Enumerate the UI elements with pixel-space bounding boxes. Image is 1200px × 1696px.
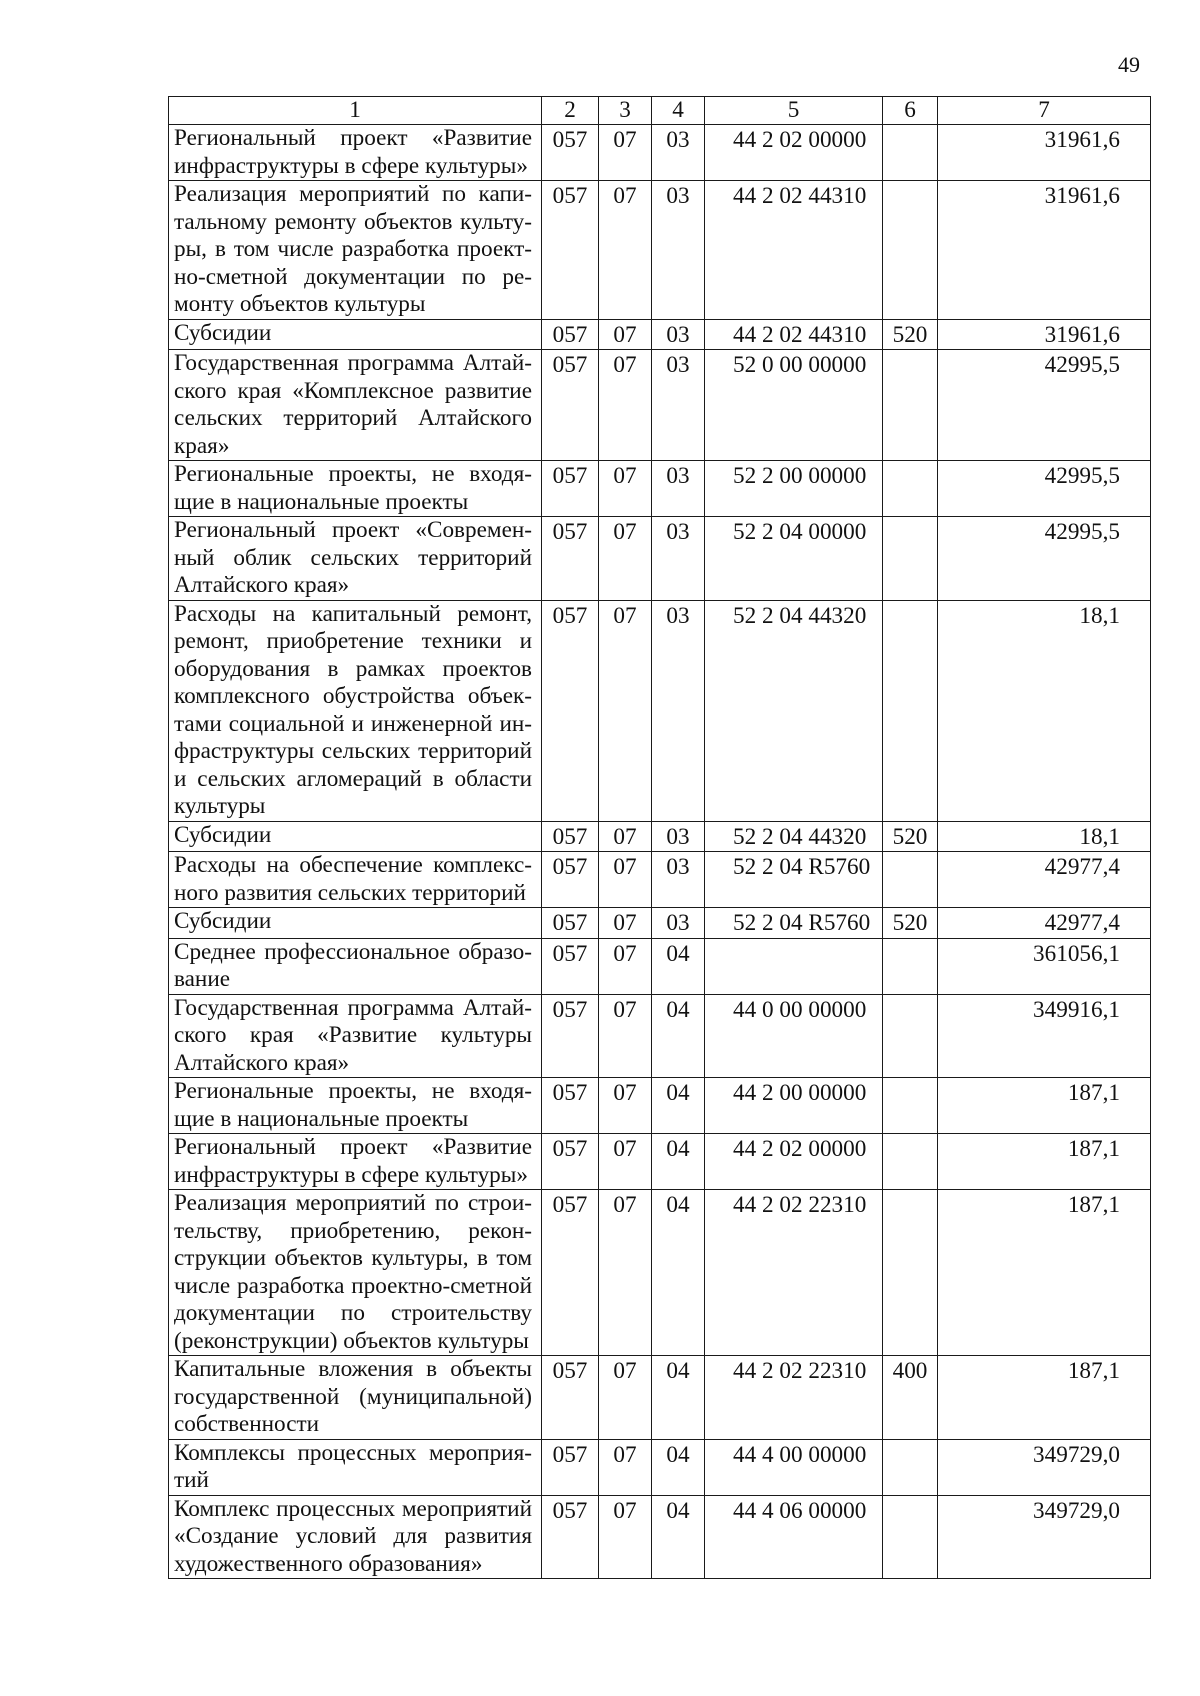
section-code: 07 (599, 908, 652, 939)
table-row (169, 821, 1151, 852)
ministry-code: 057 (542, 1439, 599, 1495)
amount: 349729,0 (938, 1495, 1151, 1579)
ministry-code: 057 (542, 125, 599, 181)
item-name: Среднее профессиональное образование (169, 938, 542, 994)
expense-type-code (883, 852, 938, 908)
expense-type-code (883, 1495, 938, 1579)
section-code: 07 (599, 350, 652, 461)
expense-type-code (883, 181, 938, 320)
expense-type-code (883, 1439, 938, 1495)
item-name: Расходы на обеспечение комплексного развития сельских территорий (169, 852, 542, 908)
subsection-code: 03 (652, 125, 705, 181)
section-code: 07 (599, 181, 652, 320)
target-item-code: 44 2 00 00000 (705, 1078, 883, 1134)
table-row (169, 1134, 1151, 1190)
ministry-code: 057 (542, 908, 599, 939)
subsection-code: 03 (652, 461, 705, 517)
item-name: Реализация мероприятий по капитальному ремонту объектов культуры, в том числе разработка проектно-сметной документации по ремонту объектов культуры (169, 181, 542, 320)
table-row (169, 1439, 1151, 1495)
column-header-2: 2 (542, 97, 599, 125)
item-name: Субсидии (169, 821, 542, 852)
table-row (169, 852, 1151, 908)
section-code: 07 (599, 1078, 652, 1134)
ministry-code: 057 (542, 181, 599, 320)
section-code: 07 (599, 1356, 652, 1440)
subsection-code: 03 (652, 600, 705, 821)
expense-type-code: 520 (883, 821, 938, 852)
amount: 18,1 (938, 821, 1151, 852)
item-name: Региональный проект «Развитие инфраструктуры в сфере культуры» (169, 1134, 542, 1190)
section-code: 07 (599, 938, 652, 994)
table-row (169, 125, 1151, 181)
item-name: Реализация мероприятий по строительству, приобретению, реконструкции объектов культуры, в том числе разработка проектно-сметной документации по строительству (реконструкции) объектов культуры (169, 1190, 542, 1356)
table-row (169, 517, 1151, 601)
subsection-code: 03 (652, 319, 705, 350)
target-item-code: 44 2 02 22310 (705, 1190, 883, 1356)
item-name: Капитальные вложения в объекты государственной (муниципальной) собственности (169, 1356, 542, 1440)
column-header-5: 5 (705, 97, 883, 125)
amount: 187,1 (938, 1134, 1151, 1190)
page-number: 49 (1118, 52, 1140, 77)
target-item-code: 52 2 04 R5760 (705, 908, 883, 939)
ministry-code: 057 (542, 852, 599, 908)
column-header-1: 1 (169, 97, 542, 125)
amount: 187,1 (938, 1356, 1151, 1440)
table-row (169, 1495, 1151, 1579)
column-header-6: 6 (883, 97, 938, 125)
target-item-code: 52 2 04 R5760 (705, 852, 883, 908)
header-row (169, 97, 1151, 125)
amount: 42995,5 (938, 461, 1151, 517)
amount: 361056,1 (938, 938, 1151, 994)
subsection-code: 03 (652, 908, 705, 939)
section-code: 07 (599, 1134, 652, 1190)
table-row (169, 600, 1151, 821)
item-name: Расходы на капитальный ремонт, ремонт, приобретение техники и оборудования в рамках проектов комплексного обустройства объектами социальной и инженерной инфраструктуры сельских территорий и сельских агломераций в области культуры (169, 600, 542, 821)
expense-type-code (883, 938, 938, 994)
expense-type-code (883, 350, 938, 461)
target-item-code: 44 2 02 00000 (705, 125, 883, 181)
section-code: 07 (599, 125, 652, 181)
target-item-code (705, 938, 883, 994)
ministry-code: 057 (542, 1495, 599, 1579)
target-item-code: 52 0 00 00000 (705, 350, 883, 461)
expense-type-code (883, 461, 938, 517)
amount: 18,1 (938, 600, 1151, 821)
subsection-code: 04 (652, 938, 705, 994)
subsection-code: 03 (652, 350, 705, 461)
amount: 31961,6 (938, 319, 1151, 350)
subsection-code: 04 (652, 994, 705, 1078)
target-item-code: 44 2 02 44310 (705, 181, 883, 320)
section-code: 07 (599, 319, 652, 350)
item-name: Субсидии (169, 908, 542, 939)
expense-type-code: 520 (883, 908, 938, 939)
item-name: Региональные проекты, не входящие в национальные проекты (169, 461, 542, 517)
ministry-code: 057 (542, 600, 599, 821)
subsection-code: 04 (652, 1190, 705, 1356)
ministry-code: 057 (542, 1190, 599, 1356)
subsection-code: 04 (652, 1495, 705, 1579)
column-header-4: 4 (652, 97, 705, 125)
table-row (169, 1356, 1151, 1440)
target-item-code: 52 2 04 44320 (705, 600, 883, 821)
section-code: 07 (599, 821, 652, 852)
item-name: Государственная программа Алтайского края «Развитие культуры Алтайского края» (169, 994, 542, 1078)
target-item-code: 52 2 00 00000 (705, 461, 883, 517)
item-name: Региональный проект «Развитие инфраструктуры в сфере культуры» (169, 125, 542, 181)
subsection-code: 03 (652, 517, 705, 601)
section-code: 07 (599, 1495, 652, 1579)
table-row (169, 908, 1151, 939)
expense-type-code (883, 1078, 938, 1134)
expense-type-code (883, 600, 938, 821)
subsection-code: 03 (652, 852, 705, 908)
amount: 42995,5 (938, 350, 1151, 461)
table-row (169, 938, 1151, 994)
item-name: Региональные проекты, не входящие в национальные проекты (169, 1078, 542, 1134)
ministry-code: 057 (542, 1134, 599, 1190)
table-row (169, 994, 1151, 1078)
amount: 42977,4 (938, 852, 1151, 908)
subsection-code: 04 (652, 1134, 705, 1190)
ministry-code: 057 (542, 994, 599, 1078)
ministry-code: 057 (542, 821, 599, 852)
ministry-code: 057 (542, 1356, 599, 1440)
ministry-code: 057 (542, 938, 599, 994)
target-item-code: 44 2 02 44310 (705, 319, 883, 350)
section-code: 07 (599, 461, 652, 517)
expense-type-code: 400 (883, 1356, 938, 1440)
amount: 187,1 (938, 1190, 1151, 1356)
amount: 349916,1 (938, 994, 1151, 1078)
target-item-code: 44 2 02 00000 (705, 1134, 883, 1190)
target-item-code: 44 0 00 00000 (705, 994, 883, 1078)
table-row (169, 1078, 1151, 1134)
expense-type-code (883, 994, 938, 1078)
table-row (169, 461, 1151, 517)
table-row (169, 319, 1151, 350)
expense-type-code (883, 517, 938, 601)
ministry-code: 057 (542, 319, 599, 350)
target-item-code: 52 2 04 44320 (705, 821, 883, 852)
section-code: 07 (599, 1439, 652, 1495)
section-code: 07 (599, 600, 652, 821)
section-code: 07 (599, 517, 652, 601)
table-row (169, 181, 1151, 320)
subsection-code: 04 (652, 1356, 705, 1440)
expense-type-code (883, 1134, 938, 1190)
expense-type-code (883, 1190, 938, 1356)
item-name: Комплексы процессных мероприятий (169, 1439, 542, 1495)
subsection-code: 03 (652, 821, 705, 852)
item-name: Региональный проект «Современный облик сельских территорий Алтайского края» (169, 517, 542, 601)
target-item-code: 52 2 04 00000 (705, 517, 883, 601)
section-code: 07 (599, 852, 652, 908)
budget-table (168, 96, 1151, 1579)
amount: 31961,6 (938, 181, 1151, 320)
item-name: Государственная программа Алтайского края «Комплексное развитие сельских территорий Алтайского края» (169, 350, 542, 461)
ministry-code: 057 (542, 1078, 599, 1134)
table-row (169, 1190, 1151, 1356)
amount: 31961,6 (938, 125, 1151, 181)
amount: 349729,0 (938, 1439, 1151, 1495)
item-name: Комплекс процессных мероприятий «Создание условий для развития художественного образования» (169, 1495, 542, 1579)
ministry-code: 057 (542, 461, 599, 517)
subsection-code: 04 (652, 1439, 705, 1495)
expense-type-code: 520 (883, 319, 938, 350)
amount: 42977,4 (938, 908, 1151, 939)
section-code: 07 (599, 994, 652, 1078)
item-name: Субсидии (169, 319, 542, 350)
column-header-3: 3 (599, 97, 652, 125)
column-header-7: 7 (938, 97, 1151, 125)
expense-type-code (883, 125, 938, 181)
ministry-code: 057 (542, 350, 599, 461)
table-row (169, 350, 1151, 461)
target-item-code: 44 4 00 00000 (705, 1439, 883, 1495)
subsection-code: 04 (652, 1078, 705, 1134)
amount: 187,1 (938, 1078, 1151, 1134)
target-item-code: 44 2 02 22310 (705, 1356, 883, 1440)
section-code: 07 (599, 1190, 652, 1356)
subsection-code: 03 (652, 181, 705, 320)
target-item-code: 44 4 06 00000 (705, 1495, 883, 1579)
amount: 42995,5 (938, 517, 1151, 601)
ministry-code: 057 (542, 517, 599, 601)
